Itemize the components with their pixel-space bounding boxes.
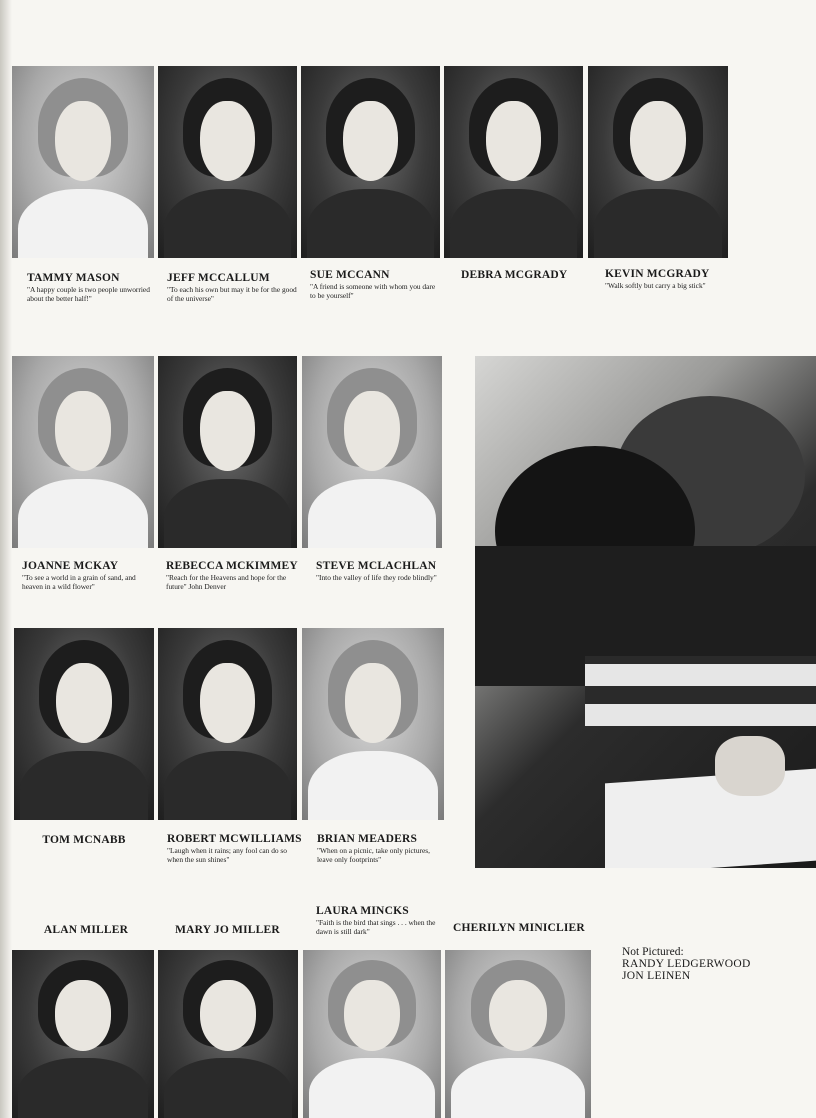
student-quote: "Reach for the Heavens and hope for the future" John Denver <box>166 573 287 591</box>
student-caption <box>158 924 297 936</box>
portrait-photo <box>12 950 154 1118</box>
student-caption <box>14 834 154 846</box>
student-quote: "To each his own but may it be for the good of the universe" <box>167 285 297 303</box>
student-caption <box>22 560 157 591</box>
portrait-photo <box>158 66 297 258</box>
not-pictured-name: JON LEINEN <box>622 970 691 982</box>
student-name: CHERILYN MINICLIER <box>453 922 585 934</box>
student-caption <box>316 560 446 582</box>
student-name: JOANNE MCKAY <box>22 560 119 572</box>
student-caption <box>14 924 158 936</box>
portrait-photo <box>444 66 583 258</box>
student-name: TAMMY MASON <box>27 272 120 284</box>
student-caption <box>167 272 297 303</box>
portrait-photo <box>158 950 298 1118</box>
portrait-photo <box>588 66 728 258</box>
not-pictured-label: Not Pictured: <box>622 946 684 958</box>
student-name: MARY JO MILLER <box>175 924 280 936</box>
student-caption <box>316 905 448 936</box>
not-pictured-name: RANDY LEDGERWOOD <box>622 958 751 970</box>
student-caption <box>461 269 591 281</box>
portrait-photo <box>302 628 444 820</box>
student-caption <box>167 833 302 864</box>
student-name: KEVIN MCGRADY <box>605 268 710 280</box>
student-quote: "When on a picnic, take only pictures, leave only footprints" <box>317 846 431 864</box>
student-quote: "Laugh when it rains; any fool can do so when the sun shines" <box>167 846 288 864</box>
student-quote: "A friend is someone with whom you dare to be yourself" <box>310 282 436 300</box>
portrait-photo <box>301 66 440 258</box>
student-name: LAURA MINCKS <box>316 905 409 917</box>
student-caption <box>453 922 593 934</box>
student-caption <box>27 272 157 303</box>
portrait-photo <box>14 628 154 820</box>
student-caption <box>317 833 447 864</box>
portrait-photo <box>303 950 441 1118</box>
student-caption <box>166 560 301 591</box>
student-name: JEFF MCCALLUM <box>167 272 270 284</box>
student-name: BRIAN MEADERS <box>317 833 418 845</box>
page-binding-shadow <box>0 0 12 1118</box>
portrait-photo <box>12 356 154 548</box>
portrait-photo <box>302 356 442 548</box>
portrait-photo <box>12 66 154 258</box>
student-name: DEBRA MCGRADY <box>461 269 568 281</box>
student-caption <box>310 269 440 300</box>
student-name: TOM MCNABB <box>42 834 126 846</box>
student-quote: "Into the valley of life they rode blindly" <box>316 573 437 582</box>
student-name: STEVE MCLACHLAN <box>316 560 437 572</box>
student-caption <box>605 268 730 290</box>
student-quote: "Walk softly but carry a big stick" <box>605 281 706 290</box>
not-pictured-block <box>622 946 751 982</box>
candid-photo <box>475 356 816 868</box>
portrait-photo <box>445 950 591 1118</box>
student-name: SUE MCCANN <box>310 269 390 281</box>
student-name: ROBERT MCWILLIAMS <box>167 833 302 845</box>
student-quote: "To see a world in a grain of sand, and heaven in a wild flower" <box>22 573 136 591</box>
student-name: ALAN MILLER <box>43 924 129 936</box>
portrait-photo <box>158 628 297 820</box>
portrait-photo <box>158 356 297 548</box>
student-quote: "A happy couple is two people unworried about the better half!" <box>27 285 150 303</box>
student-quote: "Faith is the bird that sings . . . when the dawn is still dark" <box>316 918 436 936</box>
student-name: REBECCA MCKIMMEY <box>166 560 298 572</box>
